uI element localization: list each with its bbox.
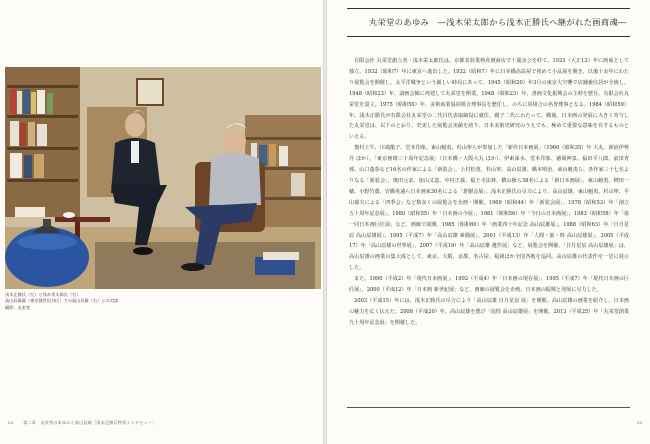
section-title: 丸栄堂のあゆみ ―浅木栄太郎から浅木正勝氏へ継がれた画商魂― [369,17,627,27]
left-page [0,0,323,444]
paragraph: 2003（平成15）年には、浅木正勝氏の尽力により「高山辰雄 日月星辰 展」を開催。高山辰雄の画業を紹介し、日本画の魅力を広く伝えた。2008（平成20）年、高山辰雄を偲び「追悼 高山辰雄展」を開催。2013（平成25）年「丸栄堂創業九十周年記念展」を開催した。 [349,297,629,326]
bottom-rule [347,407,630,408]
interview-photo [5,67,321,289]
left-footer [8,420,156,426]
left-page-number: 52 [8,420,14,425]
heading-rule-top [347,8,630,9]
running-footer: 第二章 丸栄堂のあゆみと高山辰雄［浅木正勝氏特別インタビュー］ [23,420,157,425]
body-text [349,56,629,401]
photo-caption: 浅木正勝氏（左）と浅木栄太郎氏（右） 高山辰雄邸（東京都世田谷区）での高山辰雄（右）との対談 撮影：丸栄堂 [5,292,119,310]
paragraph: 奥村土牛、川端龍子、堂本印象、東山魁夷、杉山寧らが参加した「新作日本画展」（1960（昭和35）年 大丸、新宿伊勢丹 ほか）、「東京画壇三十周年記念展」（日本橋・大阪大丸 ほか）、伊東深水、堂本印象、徳岡神泉、福田平八郎、前田青邨、山口蓬春など16名の作家による「新装会」、上村松篁、杉山寧、高山辰雄、橋本明治、東山魁夷ら、各作家三十七名よりなる「新装会」、奥田元宋、加山又造、中村正義、福王寺法林、横山操ら38名による「新日本画展」、東山魁夷、稗田一穂、小野竹喬、岩橋英遠ら日本画家30名による「蒼樹会展」、浅木正勝氏の尽力により、高山辰雄、東山魁夷、杉山寧、平山郁夫による「四季会」など数多くの展覧会を企画・開催。1969（昭和44）年「新装会展」、1978（昭和53）年「創立五十周年記念展」、1980（昭和55）年「日本画の今展」、1981（昭和56）年「今日の日本画展」、1983（昭和58）年「第一回日本画巨匠展」など、画廊で展開。1985（昭和60）年「画業四十年記念 高山辰雄展」、1988（昭和63）年「日月星辰 高山辰雄展」、1995（平成7）年「高山辰雄 素描展」、2001（平成13）年「人間・旅・時 高山辰雄展」、2005（平成17）年「高山辰雄の世界展」、2007（平成19）年「高山辰雄 遺作展」など、展覧会を開催。「日月星辰 高山辰雄展」は、高山辰雄の画業の集大成として、東京、大阪、京都、名古屋、福岡ほか全国各地を巡回。高山辰雄の代表作を一堂に展示した。 [349,145,629,272]
interview-photo-illustration [5,67,321,289]
paragraph: また、1990（平成2）年「現代日本画展」、1992（平成4）年「日本画の現在展」、1995（平成7）年「現代日本画の巨匠展」、2000（平成12）年「日本画 新世紀展」など、画廊の展覧会を企画。日本画の振興と発展に尽力した。 [349,276,629,294]
heading-rule-bottom [347,36,630,37]
paragraph: 有限会社 丸栄堂創立者・浅木栄太郎氏は、京都表装業殖産画商店で十歳余公を経て、1923（大正12）年に画商として独立。1932（昭和7）年に東京へ進出した。1932（昭和7）年に日本橋高島屋で初めて小品展を開き、以後十余年にわたり展覧会を開催し、太平洋戦争という厳しい時局にあって、1945（昭和20）年3月の東京大空襲で店舗兼住居が全焼し、1948（昭和23）年、濤画会館に再建して丸栄堂を開業。1948（昭和23）年、書画文化振興会の主幹を歴任。有限会社丸栄堂を設立。1975（昭和50）年、美術商業協同組合理事長を歴任し、のちに同組合の名誉理事となる。1984（昭和59）年、浅木正勝氏が有限会社丸栄堂の二代目代表取締役に就任。親子二代にわたって、戦後、日本画の発展に大きく寄与した丸栄堂は、以下のとおり、史実した展覧会実績を誇り、日本美術史研究のうえでも、極めて重要な意味を有するものといえる。 [349,58,629,141]
right-page-number: 53 [636,420,642,425]
right-page [327,0,650,444]
